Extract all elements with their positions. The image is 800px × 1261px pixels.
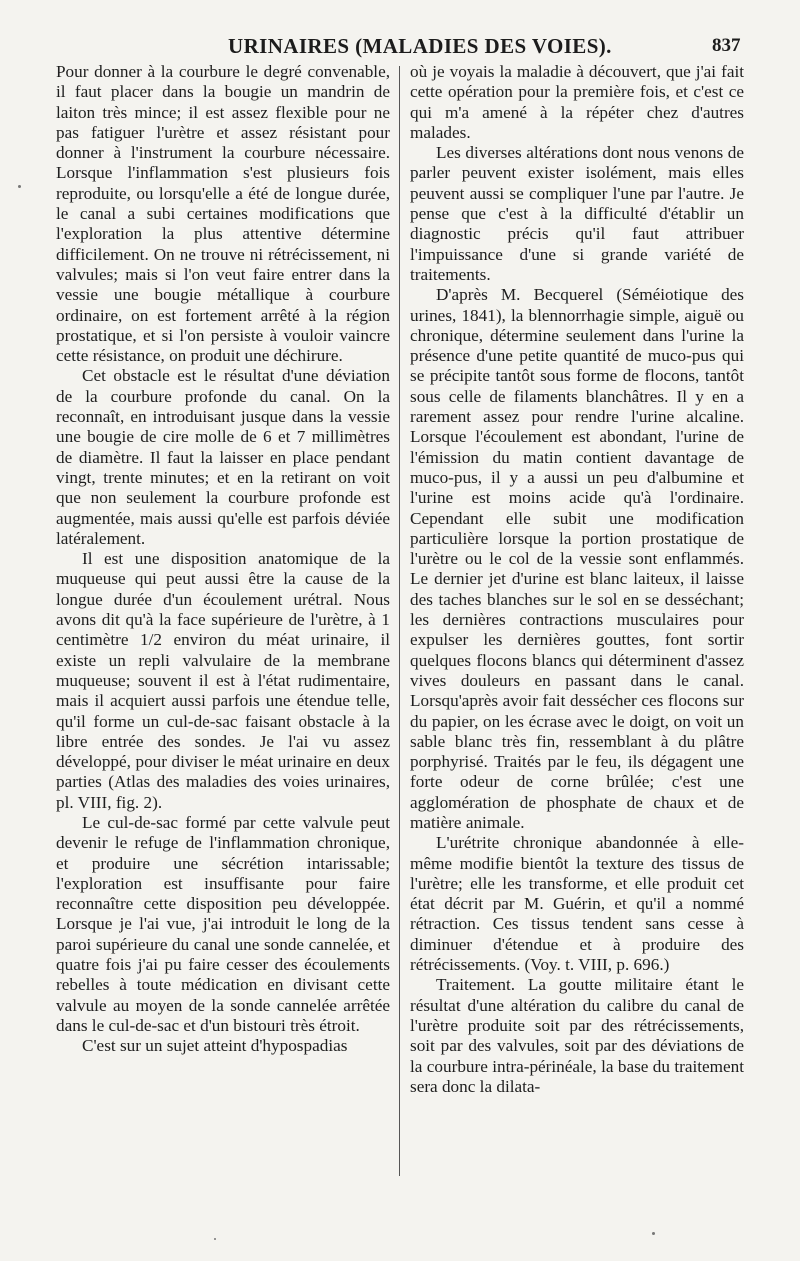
- paragraph-right-1: où je voyais la maladie à découvert, que j'ai fait cette opération pour la première fois, et c'est ce qui m'a amené à la répéter chez d'autres malades.: [410, 62, 744, 142]
- paragraph-left-5: C'est sur un sujet atteint d'hypospadias: [82, 1036, 348, 1056]
- left-column: [56, 62, 390, 1057]
- paragraph-right-3: D'après M. Becquerel (Séméiotique des urines, 1841), la blennorrhagie simple, aiguë ou chronique, détermine seulement dans l'urine la présence d'une petite quantité de muco-pus qui se précipite tantôt sous forme de flocons, tantôt sous celle de filaments blanchâtres. Il y en a rarement assez pour rendre l'urine alcaline. Lorsque l'écoulement est abondant, l'urine de l'émission du matin contient davantage de muco-pus, il y a aussi un peu d'albumine et l'urine est moins acide qu'à l'ordinaire. Cependant elle subit une modification particulière lorsque la portion prostatique de l'urètre ou le col de la vessie sont enflammés. Le dernier jet d'urine est blanc laiteux, il laisse des taches blanches sur le sol en se desséchant; les dernières contractions musculaires pour expulser les dernières gouttes, font sortir quelques flocons blancs qui déterminent d'assez vives douleurs en passant dans le canal. Lorsqu'après avoir fait dessécher ces flocons sur du papier, on les écrase avec le doigt, on voit un sable blanc très fin, ressemblant à du plâtre porphyrisé. Traités par le feu, ils dégagent une forte odeur de corne brûlée; c'est une agglomération de phosphate de chaux et de matière animale.: [410, 285, 744, 832]
- right-column: [410, 62, 744, 1097]
- paragraph-right-5: Traitement. La goutte militaire étant le résultat d'une altération du calibre du canal de l'urètre produite soit par des rétrécissements, soit par des valvules, soit par des déviations de la courbure intra-périnéale, la base du traitement sera donc la dilata-: [410, 975, 744, 1096]
- paragraph-right-2: Les diverses altérations dont nous venons de parler peuvent exister isolément, mais elles peuvent aussi se compliquer l'une par l'autre. Je pense que c'est à la difficulté d'établir un diagnostic précis qu'il faut attribuer l'impuissance d'une si grande variété de traitements.: [410, 143, 744, 284]
- paragraph-left-3: Il est une disposition anatomique de la muqueuse qui peut aussi être la cause de la longue durée d'un écoulement urétral. Nous avons dit qu'à la face supérieure de l'urètre, à 1 centimètre 1/2 environ du méat urinaire, il existe un repli valvulaire de la membrane muqueuse; souvent il est à l'état rudimentaire, mais il acquiert aussi parfois une étendue telle, qu'il forme un cul-de-sac faisant obstacle à la libre entrée des sondes. Je l'ai vu assez développé, pour diviser le méat urinaire en deux parties (Atlas des maladies des voies urinaires, pl. VIII, fig. 2).: [56, 549, 390, 812]
- paragraph-left-2: Cet obstacle est le résultat d'une déviation de la courbure profonde du canal. On la reconnaît, en introduisant jusque dans la vessie une bougie de cire molle de 6 et 7 millimètres de diamètre. Il faut la laisser en place pendant vingt, trente minutes; et en la retirant on voit que non seulement la courbure profonde est augmentée, mais aussi qu'elle est parfois déviée latéralement.: [56, 366, 390, 548]
- paragraph-right-4: L'urétrite chronique abandonnée à elle-même modifie bientôt la texture des tissus de l'urètre; elle les transforme, et elle produit cet état décrit par M. Guérin, et qu'il a nommé rétraction. Ces tissus tendent sans cesse à diminuer d'étendue et à produire des rétrécissements. (Voy. t. VIII, p. 696.): [410, 833, 744, 975]
- ink-speck: [652, 1232, 655, 1235]
- paragraph-left-1: Pour donner à la courbure le degré convenable, il faut placer dans la bougie un mandrin de laiton très mince; il est assez flexible pour ne pas fatiguer l'urètre et assez résistant pour donner à l'instrument la courbure nécessaire. Lorsque l'inflammation s'est plusieurs fois reproduite, ou lorsqu'elle a été de longue durée, le canal a subi certaines modifications que l'exploration la plus attentive détermine difficilement. On ne trouve ni rétrécissement, ni valvules; mais si l'on veut faire entrer dans la vessie une bougie métallique à courbure ordinaire, on est fortement arrêté à la région prostatique, et si l'on persiste à vouloir vaincre cette résistance, on produit une déchirure.: [56, 62, 390, 366]
- header-title: URINAIRES (MALADIES DES VOIES).: [228, 34, 612, 58]
- column-divider: [399, 66, 400, 1176]
- paragraph-left-4: Le cul-de-sac formé par cette valvule peut devenir le refuge de l'inflammation chronique, et produire une sécrétion intarissable; l'exploration est insuffisante pour faire reconnaître cette disposition peu développée. Lorsque je l'ai vue, j'ai introduit le long de la paroi supérieure du canal une sonde cannelée, et quatre fois j'ai pu faire cesser des écoulements rebelles à toute médication en divisant cette valvule au moyen de la sonde cannelée arrêtée dans le cul-de-sac et d'un bistouri très étroit.: [56, 812, 390, 1035]
- ink-speck: [18, 185, 21, 188]
- running-head: [0, 34, 800, 64]
- ink-speck: [214, 1238, 216, 1240]
- page-number: 837: [712, 35, 741, 56]
